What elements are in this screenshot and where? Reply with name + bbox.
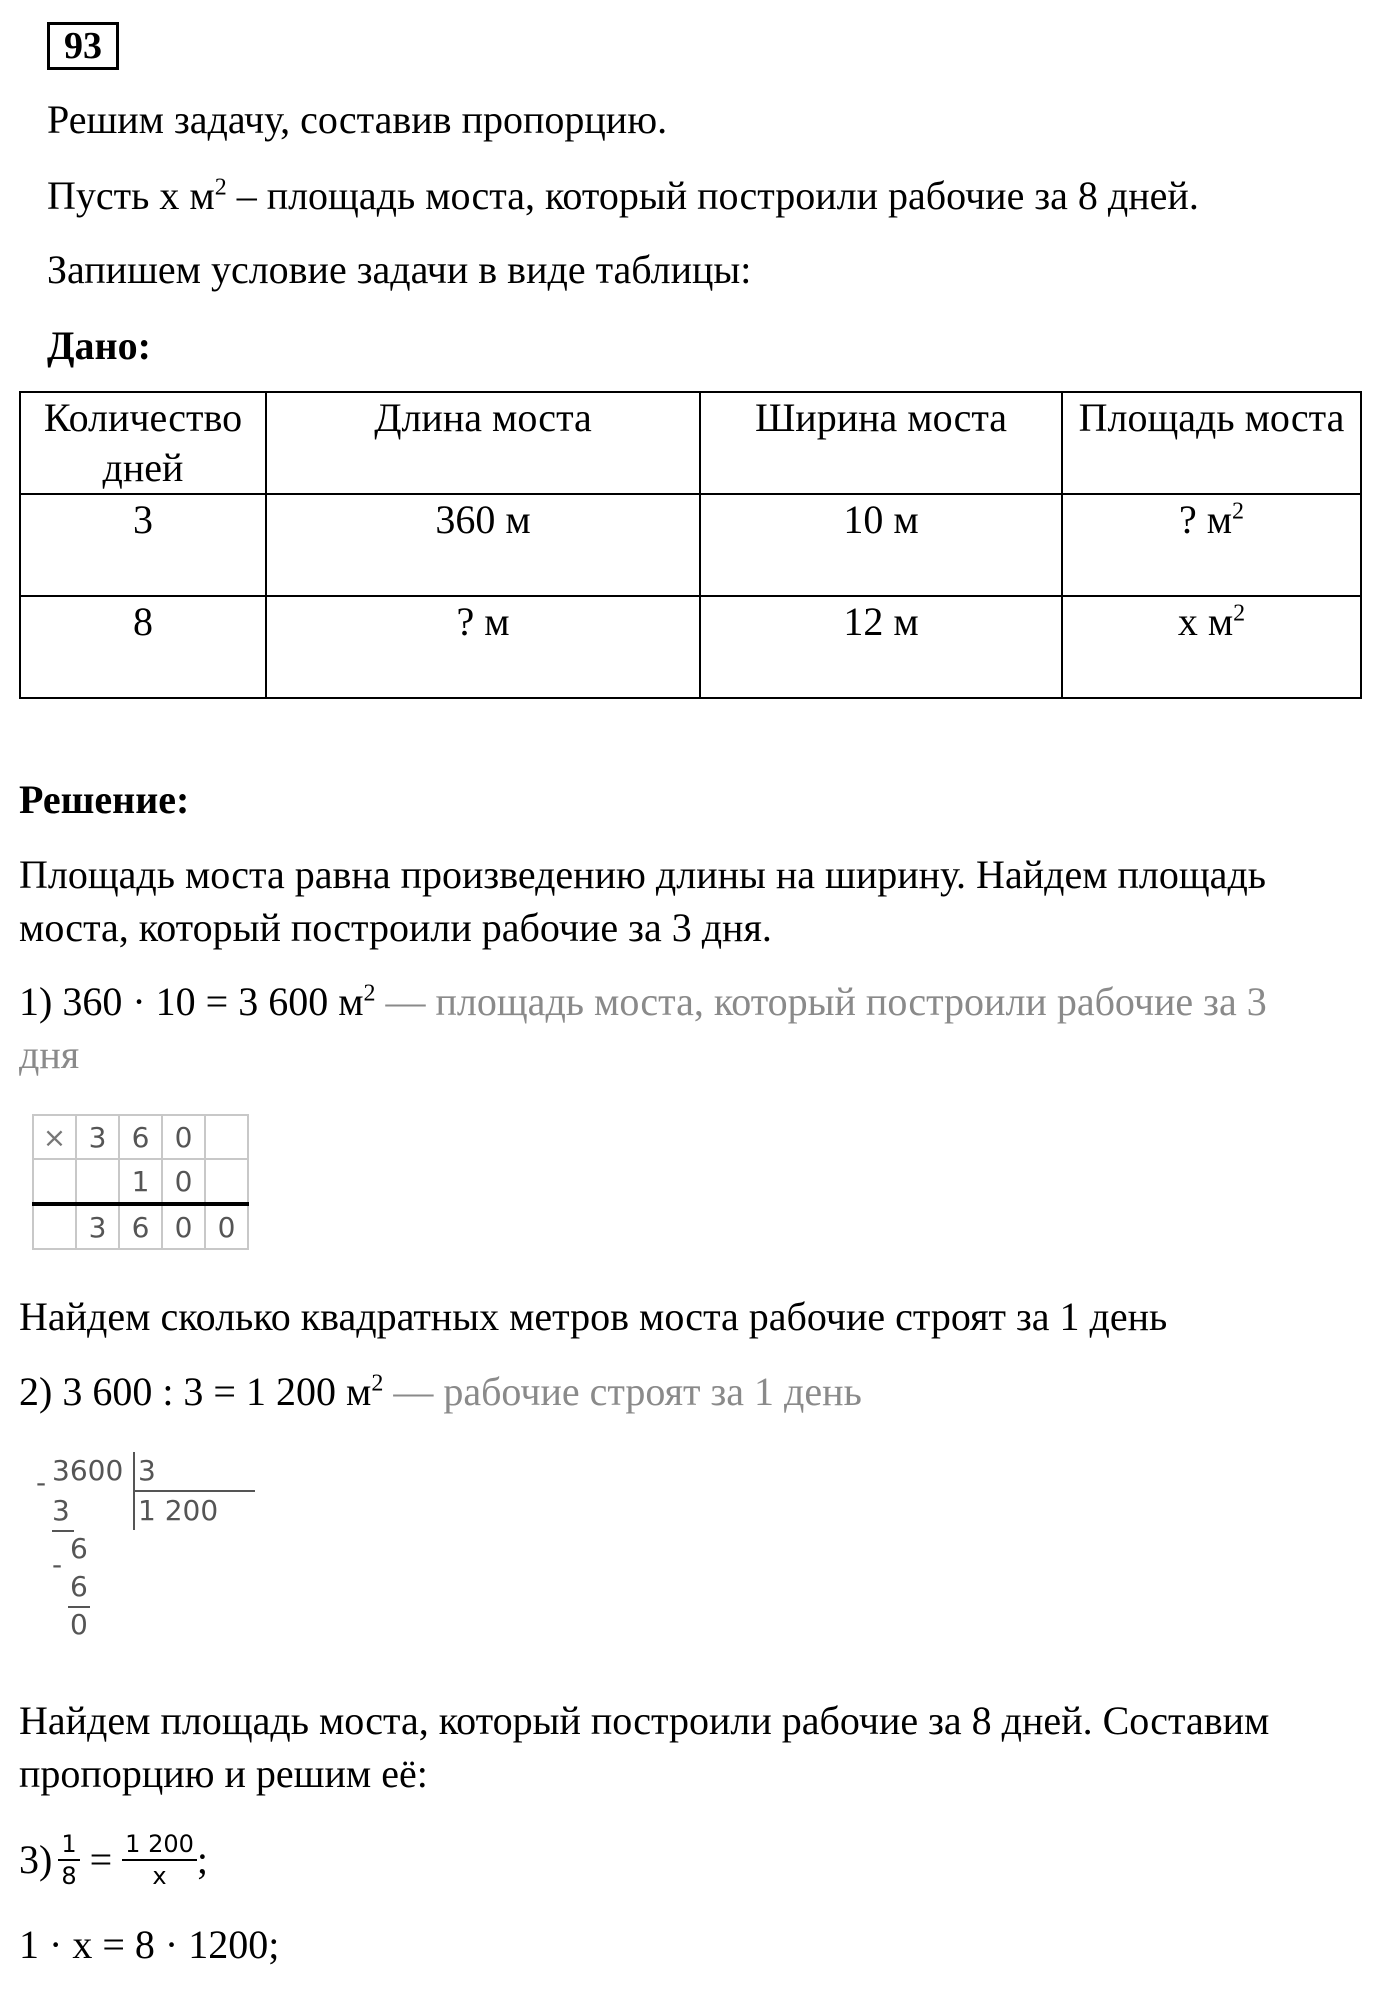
- step-1-comment-line-2: дня: [19, 1032, 80, 1077]
- fraction-2-denominator: х: [152, 1862, 167, 1890]
- intro-line-2-pre: Пусть х м: [47, 173, 215, 218]
- division-sub-1: 3: [52, 1494, 70, 1527]
- intro-line-2: [47, 172, 1199, 220]
- cell-area: [1062, 596, 1361, 698]
- mult-digit: 0: [162, 1115, 205, 1159]
- mult-digit: [205, 1115, 248, 1159]
- given-table-row: [20, 596, 1361, 698]
- fraction-1: [58, 1829, 79, 1891]
- cell-area-text: х м: [1177, 599, 1234, 644]
- step-3: [19, 1820, 208, 1900]
- step-1-comment: — площадь моста, который построили рабочие за 3: [375, 979, 1267, 1024]
- intro-line-3: Запишем условие задачи в виде таблицы:: [47, 247, 752, 292]
- cell-days: 8: [20, 596, 266, 698]
- header-area: Площадь моста: [1062, 392, 1361, 494]
- mult-digit: 6: [119, 1204, 162, 1249]
- given-table-row: [20, 494, 1361, 596]
- step-2-comment: — рабочие строят за 1 день: [383, 1369, 862, 1414]
- given-table-header: [20, 392, 1361, 494]
- step-3-suffix: ;: [196, 1837, 209, 1882]
- intro-line-2-sup: 2: [214, 174, 227, 201]
- division-rem-2: 0: [70, 1608, 88, 1641]
- intro-line-1: Решим задачу, составив пропорцию.: [47, 97, 668, 142]
- step-2: [19, 1368, 862, 1416]
- equals-sign: =: [89, 1837, 113, 1882]
- para-1-line-1: Площадь моста равна произведению длины на ширину. Найдем площадь: [19, 852, 1267, 897]
- division-minus-2: -: [52, 1548, 63, 1581]
- mult-digit: 0: [162, 1159, 205, 1204]
- cell-length: 360 м: [266, 494, 700, 596]
- mult-digit: 3: [76, 1204, 119, 1249]
- given-label: Дано:: [47, 323, 151, 368]
- division-quotient: 1 200: [138, 1494, 219, 1527]
- cell-width: 10 м: [700, 494, 1062, 596]
- step-2-sup: 2: [371, 1370, 384, 1397]
- step-1: [19, 978, 1267, 1026]
- multiplication-grid: [32, 1114, 249, 1250]
- step-1-expr: 1) 360 · 10 = 3 600 м: [19, 979, 364, 1024]
- mult-digit: 0: [205, 1204, 248, 1249]
- mult-empty: [33, 1159, 76, 1204]
- fraction-1-denominator: 8: [61, 1862, 77, 1890]
- step-1-sup: 2: [363, 980, 376, 1007]
- mult-empty: [33, 1204, 76, 1249]
- header-days: Количество дней: [20, 392, 266, 494]
- step-2-expr: 2) 3 600 : 3 = 1 200 м: [19, 1369, 372, 1414]
- solution-label: Решение:: [19, 777, 190, 822]
- step-3-line-2: 1 · х = 8 · 1200;: [19, 1922, 280, 1967]
- division-divisor: 3: [138, 1454, 156, 1487]
- mult-sign: ×: [33, 1115, 76, 1159]
- header-width: Ширина моста: [700, 392, 1062, 494]
- cell-area-text: ? м: [1178, 497, 1233, 542]
- header-length: Длина моста: [266, 392, 700, 494]
- para-3-line-1: Найдем площадь моста, который построили рабочие за 8 дней. Составим: [19, 1698, 1270, 1743]
- para-3-line-2: пропорцию и решим её:: [19, 1751, 428, 1796]
- task-number: 93: [47, 22, 119, 70]
- intro-line-2-post: – площадь моста, который построили рабочие за 8 дней.: [226, 173, 1199, 218]
- division-quotient-line: [133, 1490, 255, 1492]
- mult-digit: 0: [162, 1204, 205, 1249]
- division-sub-2: 6: [70, 1570, 88, 1603]
- long-division: [36, 1452, 236, 1652]
- mult-digit: [76, 1159, 119, 1204]
- step-3-prefix: 3): [19, 1837, 53, 1882]
- para-2: Найдем сколько квадратных метров моста рабочие строят за 1 день: [19, 1294, 1168, 1339]
- given-table: [19, 391, 1362, 699]
- mult-digit: 3: [76, 1115, 119, 1159]
- cell-area-sup: 2: [1232, 498, 1245, 525]
- fraction-2-numerator: 1 200: [122, 1829, 197, 1861]
- mult-digit: 6: [119, 1115, 162, 1159]
- cell-length: ? м: [266, 596, 700, 698]
- cell-area: [1062, 494, 1361, 596]
- cell-days: 3: [20, 494, 266, 596]
- fraction-1-numerator: 1: [58, 1829, 79, 1861]
- mult-digit: [205, 1159, 248, 1204]
- division-dividend: 3600: [52, 1454, 124, 1487]
- division-minus: -: [36, 1466, 47, 1499]
- cell-width: 12 м: [700, 596, 1062, 698]
- cell-area-sup: 2: [1233, 600, 1246, 627]
- fraction-2: [122, 1829, 197, 1891]
- division-rem-1: 6: [70, 1532, 88, 1565]
- mult-digit: 1: [119, 1159, 162, 1204]
- para-1-line-2: моста, который построили рабочие за 3 дня.: [19, 905, 772, 950]
